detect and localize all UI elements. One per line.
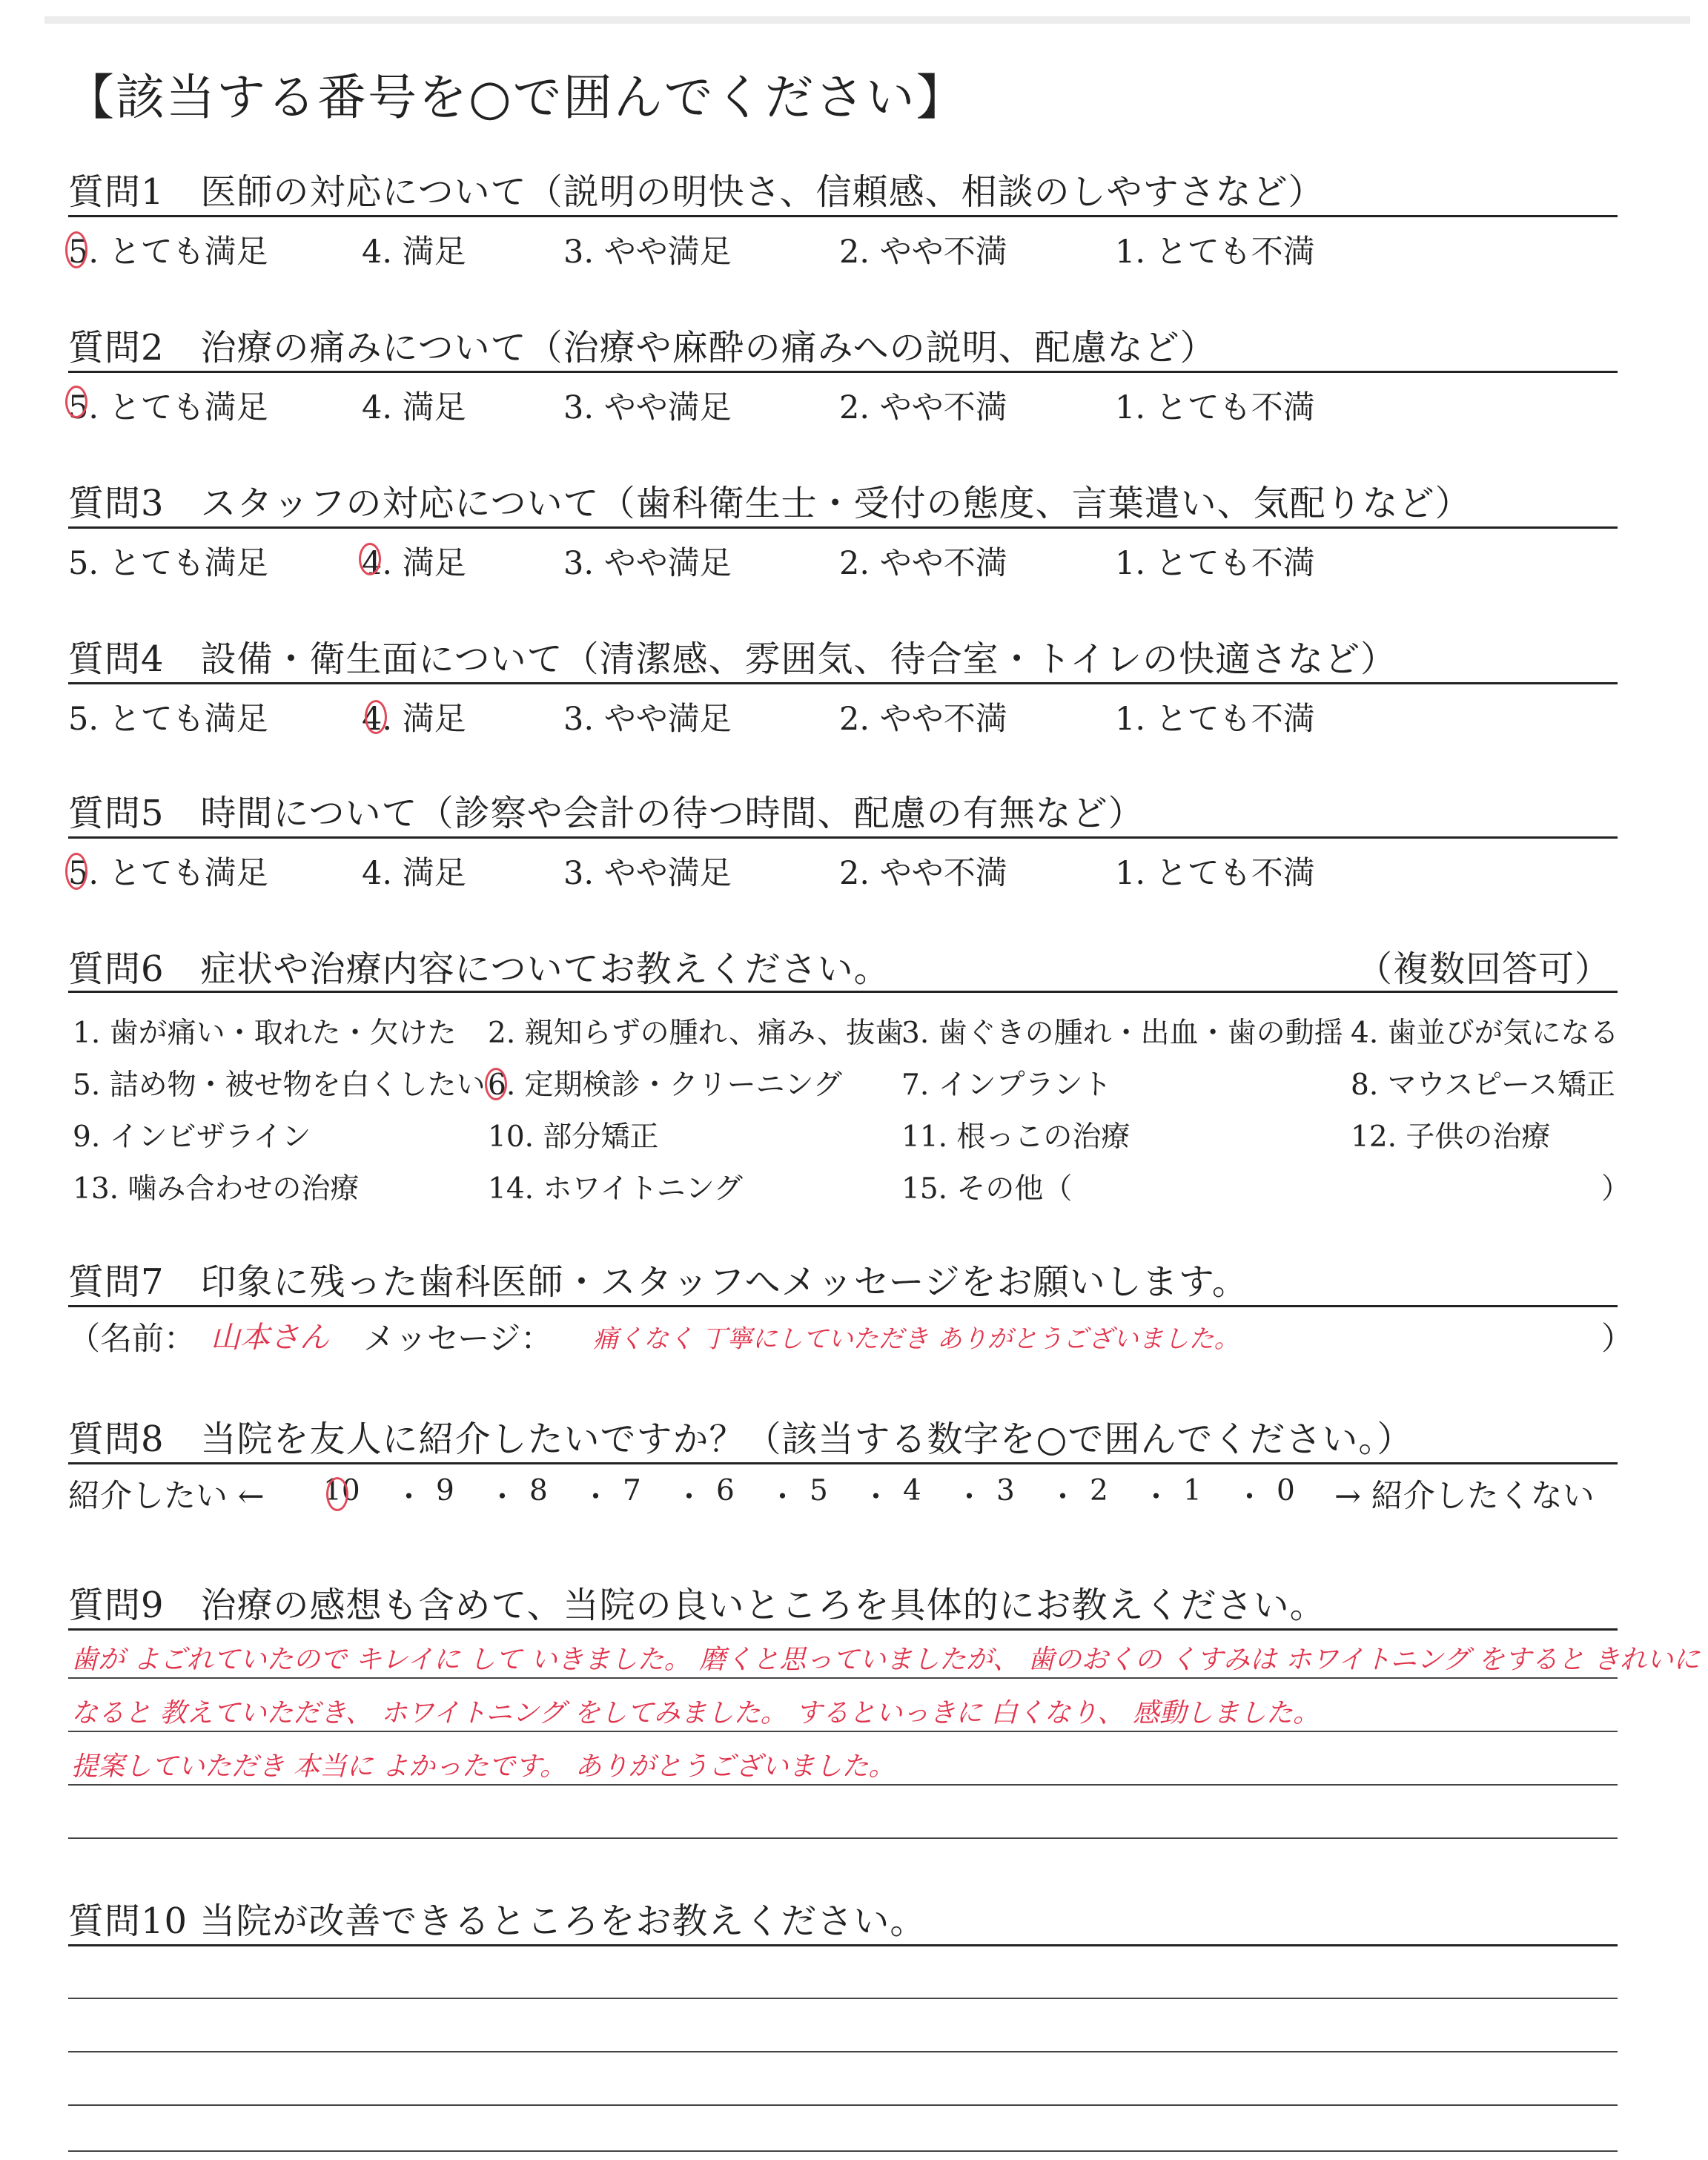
q10-answer-rule [68,2051,1618,2052]
q3-option-2[interactable]: 2. やや不満 [839,545,1007,582]
q8-dot: ・ [488,1481,517,1514]
q2-option-5[interactable]: 5. とても満足 [68,389,268,426]
q9-answer-line-1: 歯が よごれていたので キレイに して いきました。 磨くと思っていましたが、 歯のおくの くすみは ホワイトニング をすると きれいに [71,1645,1701,1675]
q7-close-paren: ） [1601,1321,1633,1358]
q8-score-8[interactable]: 8 [529,1474,548,1507]
q10-answer-rule [68,2150,1618,2152]
q9-answer-rule [68,1837,1618,1839]
q2-option-2[interactable]: 2. やや不満 [839,389,1007,426]
question-4-rule [68,682,1618,684]
question-2-label: 質問2 治療の痛みについて（治療や麻酔の痛みへの説明、配慮など） [68,327,1217,369]
question-6-note: （複数回答可） [1357,948,1612,990]
q6-option-5[interactable]: 5. 詰め物・被せ物を白くしたい [73,1069,486,1102]
q8-score-10[interactable]: 10 [323,1474,360,1507]
q8-score-1[interactable]: 1 [1183,1474,1202,1507]
q10-answer-rule [68,1998,1618,1999]
q8-score-5[interactable]: 5 [810,1474,828,1507]
q5-option-4[interactable]: 4. 満足 [362,855,466,892]
q6-selection-circle [485,1068,507,1100]
q2-option-3[interactable]: 3. やや満足 [563,389,732,426]
question-4-label: 質問4 設備・衛生面について（清潔感、雰囲気、待合室・トイレの快適さなど） [68,638,1397,680]
q8-score-4[interactable]: 4 [903,1474,921,1507]
q6-option-15-close: ） [1601,1172,1631,1206]
question-3-label: 質問3 スタッフの対応について（歯科衛生士・受付の態度、言葉遣い、気配りなど） [68,483,1472,524]
q3-option-4[interactable]: 4. 満足 [362,545,466,582]
q8-score-9[interactable]: 9 [436,1474,454,1507]
q6-option-3[interactable]: 3. 歯ぐきの腫れ・出血・歯の動揺 [901,1017,1343,1050]
question-7-rule [68,1305,1618,1307]
q8-dot: ・ [394,1481,424,1514]
q4-option-2[interactable]: 2. やや不満 [839,701,1007,738]
q6-option-7[interactable]: 7. インプラント [901,1069,1112,1102]
q5-selection-circle [65,853,87,890]
q3-option-5[interactable]: 5. とても満足 [68,545,268,582]
q6-option-11[interactable]: 11. 根っこの治療 [901,1120,1131,1154]
q4-option-4[interactable]: 4. 満足 [362,701,466,738]
question-1-label: 質問1 医師の対応について（説明の明快さ、信頼感、相談のしやすさなど） [68,171,1325,213]
q1-option-3[interactable]: 3. やや満足 [563,234,732,271]
q6-option-13[interactable]: 13. 噛み合わせの治療 [73,1172,360,1206]
q8-dot: ・ [581,1481,611,1514]
page-title: 【該当する番号を○で囲んでください】 [65,69,967,126]
q1-option-1[interactable]: 1. とても不満 [1115,234,1315,271]
q6-option-15[interactable]: 15. その他（ [901,1172,1073,1206]
question-10-rule [68,1944,1618,1946]
q9-answer-rule [68,1731,1618,1732]
q7-message-label: メッセージ： [363,1321,553,1358]
question-1-rule [68,215,1618,217]
q8-dot: ・ [1235,1481,1265,1514]
q9-answer-line-2: なると 教えていただき、 ホワイトニング をしてみました。 するといっきに 白くなり、 感動しました。 [71,1698,1320,1728]
q6-option-12[interactable]: 12. 子供の治療 [1351,1120,1551,1154]
q8-dot: ・ [768,1481,798,1514]
question-6-label: 質問6 症状や治療内容についてお教えください。 [68,948,890,990]
q7-message-handwriting: 痛くなく 丁寧にしていただき ありがとうございました。 [593,1324,1239,1354]
q4-option-5[interactable]: 5. とても満足 [68,701,268,738]
q6-option-4[interactable]: 4. 歯並びが気になる [1351,1017,1619,1050]
q5-option-3[interactable]: 3. やや満足 [563,855,732,892]
q7-name-label: （名前： [68,1321,196,1358]
q5-option-1[interactable]: 1. とても不満 [1115,855,1315,892]
q4-option-3[interactable]: 3. やや満足 [563,701,732,738]
question-6-rule [68,991,1618,993]
question-9-label: 質問9 治療の感想も含めて、当院の良いところを具体的にお教えください。 [68,1585,1326,1626]
q8-left-label: 紹介したい ← [68,1478,265,1515]
question-5-rule [68,836,1618,839]
q4-selection-circle [365,700,387,734]
q6-option-9[interactable]: 9. インビザライン [73,1120,311,1154]
q8-dot: ・ [1048,1481,1078,1514]
q8-dot: ・ [675,1481,704,1514]
q4-option-1[interactable]: 1. とても不満 [1115,701,1315,738]
q9-answer-rule [68,1784,1618,1786]
q2-option-1[interactable]: 1. とても不満 [1115,389,1315,426]
question-5-label: 質問5 時間について（診察や会計の待つ時間、配慮の有無など） [68,793,1145,834]
q2-selection-circle [65,386,87,418]
question-7-label: 質問7 印象に残った歯科医師・スタッフへメッセージをお願いします。 [68,1261,1248,1303]
q8-dot: ・ [955,1481,984,1514]
q7-name-handwriting: 山本さん [211,1321,329,1355]
q3-option-3[interactable]: 3. やや満足 [563,545,732,582]
q9-answer-rule [68,1677,1618,1679]
q8-score-6[interactable]: 6 [716,1474,735,1507]
q1-option-4[interactable]: 4. 満足 [362,234,466,271]
q8-score-0[interactable]: 0 [1277,1474,1295,1507]
q1-option-5[interactable]: 5. とても満足 [68,234,268,271]
q3-option-1[interactable]: 1. とても不満 [1115,545,1315,582]
q8-right-label: → 紹介したくない [1334,1478,1595,1515]
q10-answer-rule [68,2104,1618,2106]
question-8-rule [68,1462,1618,1464]
q8-score-2[interactable]: 2 [1090,1474,1108,1507]
question-3-rule [68,526,1618,529]
q6-option-8[interactable]: 8. マウスピース矯正 [1351,1069,1615,1102]
q8-dot: ・ [1142,1481,1171,1514]
q6-option-6[interactable]: 6. 定期検診・クリーニング [488,1069,842,1102]
question-8-label: 質問8 当院を友人に紹介したいですか？（該当する数字を○で囲んでください。） [68,1418,1414,1460]
q1-option-2[interactable]: 2. やや不満 [839,234,1007,271]
q1-selection-circle [65,231,87,268]
q5-option-2[interactable]: 2. やや不満 [839,855,1007,892]
q9-answer-line-3: 提案していただき 本当に よかったです。 ありがとうございました。 [71,1751,896,1782]
q6-option-14[interactable]: 14. ホワイトニング [488,1172,743,1206]
q6-option-10[interactable]: 10. 部分矯正 [488,1120,659,1154]
q8-dot: ・ [861,1481,891,1514]
q2-option-4[interactable]: 4. 満足 [362,389,466,426]
q6-option-1[interactable]: 1. 歯が痛い・取れた・欠けた [73,1017,457,1050]
q8-score-3[interactable]: 3 [996,1474,1015,1507]
question-9-rule [68,1628,1618,1631]
q3-selection-circle [359,543,381,575]
q5-option-5[interactable]: 5. とても満足 [68,855,268,892]
q6-option-2[interactable]: 2. 親知らずの腫れ、痛み、抜歯 [488,1017,904,1050]
question-2-rule [68,371,1618,373]
scan-top-edge [44,16,1690,24]
q8-selection-circle [326,1477,348,1511]
question-10-label: 質問10 当院が改善できるところをお教えください。 [68,1900,927,1942]
q8-score-7[interactable]: 7 [623,1474,641,1507]
